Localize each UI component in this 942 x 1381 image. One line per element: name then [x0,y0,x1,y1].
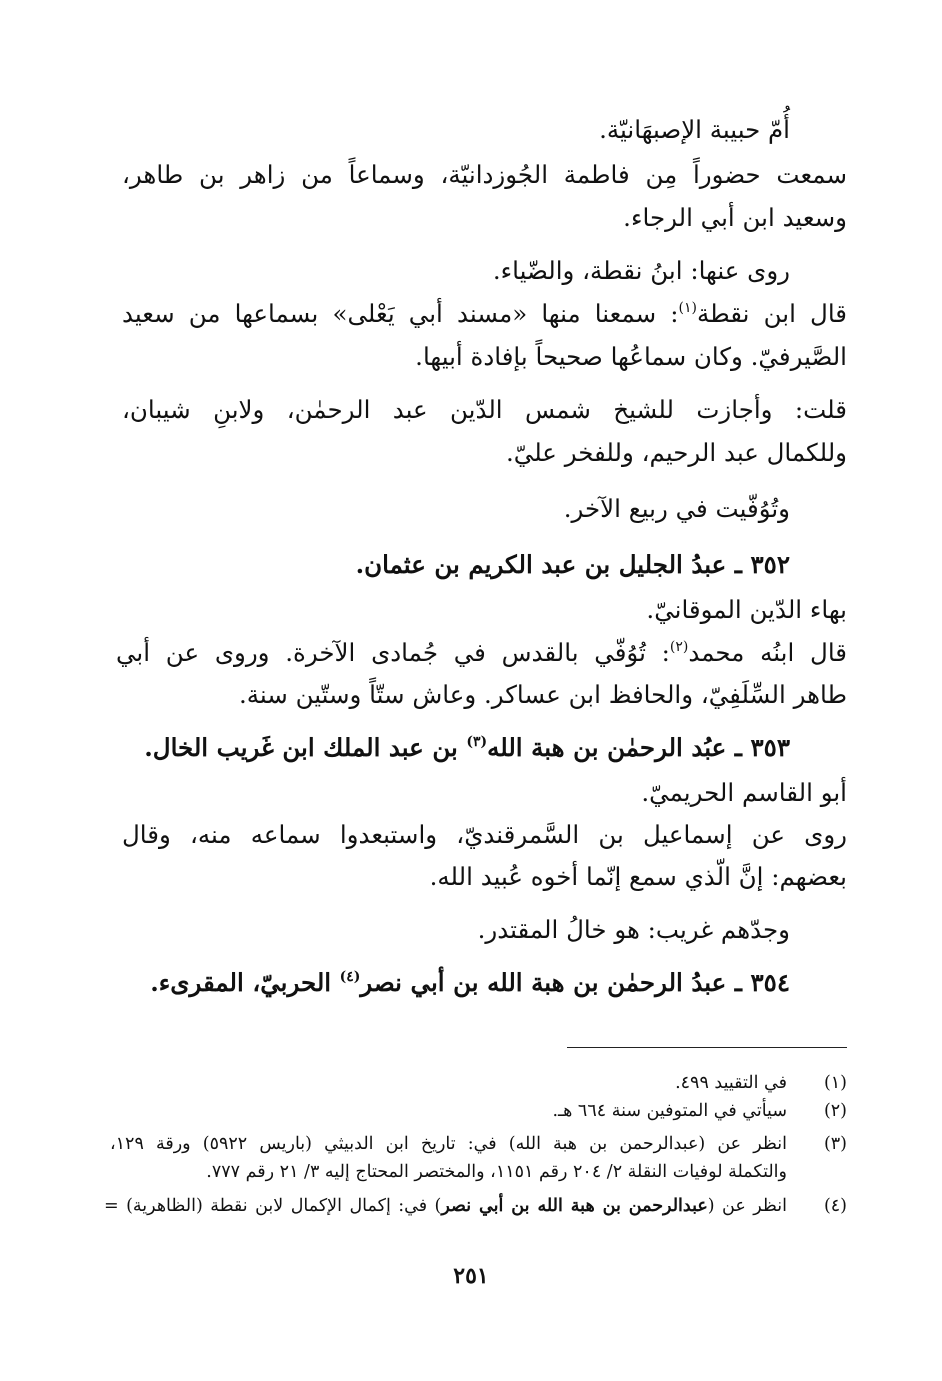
entry-heading [144,731,790,765]
body-line: روى عن إسماعيل بن السَّمرقنديّ، واستبعدوا سماعه منه، وقال [122,820,847,849]
body-text: : سمعنا منها «مسند أبي يَعْلى» بسماعها من سعيد [122,299,679,328]
body-line: وسعيد ابن أبي الرجاء. [623,203,847,232]
footnote-text-bold: عبدالرحمن بن هبة الله بن أبي نصر [441,1196,708,1216]
body-line: بهاء الدّين الموقانيّ. [646,595,847,624]
heading-text: ٣٥٤ ـ عبدُ الرحمٰن بن هبة الله بن أبي نصر [360,968,790,997]
footnote-number: (٢) [823,1101,847,1121]
footnote-text: والتكملة لوفيات النقلة ٢/ ٢٠٤ رقم ١١٥١، والمختصر المحتاج إليه ٣/ ٢١ رقم ٧٧٧. [206,1162,787,1182]
body-line: وتُوُفّيت في ربيع الآخر. [563,494,790,523]
heading-text: ٣٥٣ ـ عبُد الرحمٰن بن هبة الله [487,733,790,762]
heading-text: بن عبد الملك ابن غَريب الخال. [144,733,467,762]
body-line: وللكمال عبد الرحيم، وللفخر عليّ. [505,438,847,467]
body-line [116,636,847,670]
footnote-separator [567,1047,847,1048]
body-line: الصَّيرفيّ. وكان سماعُها صحيحاً بإفادة أبيها. [415,342,847,371]
body-line: أُمّ حبيبة الإصبهَانيّة. [599,115,790,144]
entry-heading: ٣٥٢ ـ عبدُ الجليل بن عبد الكريم بن عثمان. [355,550,790,579]
footnote-text: سيأتي في المتوفين سنة ٦٦٤ هـ. [552,1101,787,1121]
heading-text: الحربيّ، المقرىء. [150,968,340,997]
footnote-ref[interactable]: (٣) [466,734,488,750]
body-line: سمعت حضوراً مِن فاطمة الجُوزدانيّة، وسماعاً من زاهر بن طاهر، [122,160,847,189]
body-line: روى عنها: ابنُ نقطة، والضّياء. [492,256,790,285]
body-line: أبو القاسم الحريميّ. [641,778,847,807]
body-text: قال ابنُه محمد [688,638,848,667]
body-line: طاهر السِّلَفِيّ، والحافظ ابن عساكر. وعاش ستّاً وستّين سنة. [238,680,847,709]
body-line [122,297,847,331]
footnote-number: (٤) [823,1196,847,1216]
page-number: ٢٥١ [453,1263,489,1289]
body-line: وجدّهم غريب: هو خالُ المقتدر. [477,915,790,944]
footnote-text: انظر عن (عبدالرحمن بن هبة الله) في: تاريخ ابن الدبيثي (باريس ٥٩٢٢) ورقة ١٢٩، [110,1134,787,1154]
body-text: قال ابن نقطة [697,299,848,328]
body-text: : تُوُفّي بالقدس في جُمادى الآخرة. وروى عن أبي [116,638,670,667]
footnote-text: في التقييد ٤٩٩. [675,1073,787,1093]
footnote-ref[interactable]: (١) [678,300,698,316]
footnote-ref[interactable]: (٤) [339,969,361,985]
footnote-number: (١) [823,1073,847,1093]
entry-heading [150,966,790,1000]
body-line: قلت: وأجازت للشيخ شمس الدّين عبد الرحمٰن، ولابنِ شيبان، [122,395,847,424]
footnote-ref[interactable]: (٢) [669,639,689,655]
footnote-number: (٣) [823,1134,847,1154]
footnote-text [104,1193,787,1219]
body-line: بعضهم: إنَّ الّذي سمع إنّما أخوه عُبيد الله. [429,862,847,891]
footnote-text-part: ) في: إكمال الإكمال لابن نقطة (الظاهرية) = [104,1196,442,1216]
footnote-text-part: انظر عن ( [707,1196,787,1216]
